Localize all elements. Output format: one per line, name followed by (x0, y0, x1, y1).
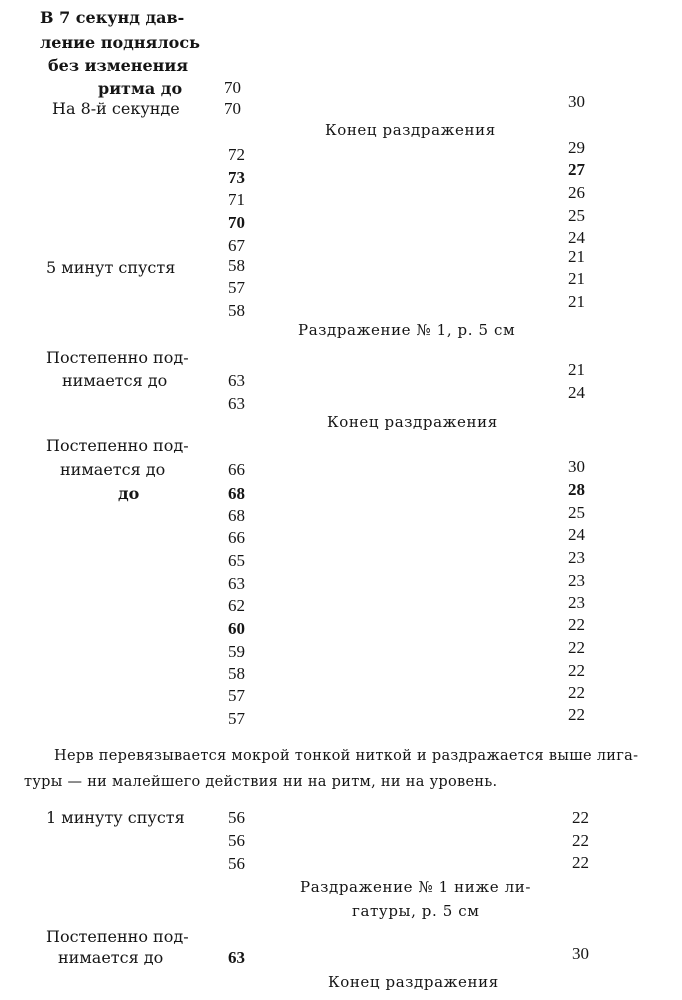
value-cell: 21 (568, 269, 585, 288)
value-cell: 25 (568, 503, 585, 522)
value-cell: 30 (568, 92, 585, 111)
value-cell: 22 (568, 683, 585, 702)
value-cell: 23 (568, 548, 585, 567)
text-line: В 7 секунд дав- (40, 8, 185, 27)
value-cell: 67 (228, 236, 245, 255)
value-cell: 68 (228, 484, 245, 503)
value-cell: 56 (228, 808, 245, 827)
value-cell: 22 (572, 853, 589, 872)
value-cell: 59 (228, 642, 245, 661)
value-cell: 63 (228, 394, 245, 413)
section-heading: Конец раздражения (325, 121, 496, 139)
value-cell: 21 (568, 360, 585, 379)
value-cell: 63 (228, 371, 245, 390)
value-cell: 29 (568, 138, 585, 157)
value-cell: 30 (568, 457, 585, 476)
value-cell: 22 (568, 661, 585, 680)
value-cell: 22 (568, 705, 585, 724)
value-cell: 21 (568, 247, 585, 266)
text-line: Постепенно под- (46, 348, 189, 367)
value-cell: 28 (568, 480, 585, 499)
value-cell: 25 (568, 206, 585, 225)
text-line: 1 минуту спустя (46, 808, 185, 827)
value-cell: 24 (568, 228, 585, 247)
value-cell: 23 (568, 571, 585, 590)
value-cell: 70 (228, 213, 245, 232)
text-line: ритма до (98, 79, 183, 98)
text-line: ление поднялось (40, 33, 200, 52)
value-cell: 24 (568, 383, 585, 402)
text-line: нимается до (60, 460, 166, 479)
text-line: нимается до (62, 371, 168, 390)
value-cell: 26 (568, 183, 585, 202)
value-cell: 56 (228, 854, 245, 873)
value-cell: 21 (568, 292, 585, 311)
section-heading: Конец раздражения (327, 413, 498, 431)
value-cell: 73 (228, 168, 245, 187)
value-cell: 66 (228, 528, 245, 547)
value-cell: 57 (228, 278, 245, 297)
section-heading: Конец раздражения (328, 973, 499, 991)
value-cell: 60 (228, 619, 245, 638)
text-line: без изменения (48, 56, 189, 75)
value-cell: 72 (228, 145, 245, 164)
text-line: 5 минут спустя (46, 258, 176, 277)
value-cell: 23 (568, 593, 585, 612)
value-cell: 63 (228, 948, 245, 967)
value-cell: 56 (228, 831, 245, 850)
section-heading: гатуры, р. 5 см (352, 902, 480, 920)
text-line: Постепенно под- (46, 927, 189, 946)
value-cell: 68 (228, 506, 245, 525)
value-cell: 57 (228, 709, 245, 728)
text-line: нимается до (58, 948, 164, 967)
paragraph-line: Нерв перевязывается мокрой тонкой ниткой и раздражается выше лига- (54, 748, 639, 764)
value-cell: 70 (224, 78, 241, 97)
value-cell: 58 (228, 664, 245, 683)
value-cell: 27 (568, 160, 585, 179)
section-heading: Раздражение № 1, р. 5 см (298, 321, 516, 339)
value-cell: 30 (572, 944, 589, 963)
value-cell: 24 (568, 525, 585, 544)
text-line: Постепенно под- (46, 436, 189, 455)
value-cell: 57 (228, 686, 245, 705)
value-cell: 63 (228, 574, 245, 593)
value-cell: 58 (228, 256, 245, 275)
value-cell: 22 (572, 808, 589, 827)
paragraph-line: туры — ни малейшего действия ни на ритм, ни на уровень. (24, 774, 498, 790)
value-cell: 71 (228, 190, 245, 209)
value-cell: 66 (228, 460, 245, 479)
value-cell: 22 (568, 615, 585, 634)
text-line: до (118, 484, 140, 503)
text-line: На 8-й секунде (52, 99, 180, 118)
value-cell: 65 (228, 551, 245, 570)
value-cell: 22 (572, 831, 589, 850)
value-cell: 62 (228, 596, 245, 615)
value-cell: 22 (568, 638, 585, 657)
value-cell: 70 (224, 99, 241, 118)
value-cell: 58 (228, 301, 245, 320)
section-heading: Раздражение № 1 ниже ли- (300, 878, 532, 896)
